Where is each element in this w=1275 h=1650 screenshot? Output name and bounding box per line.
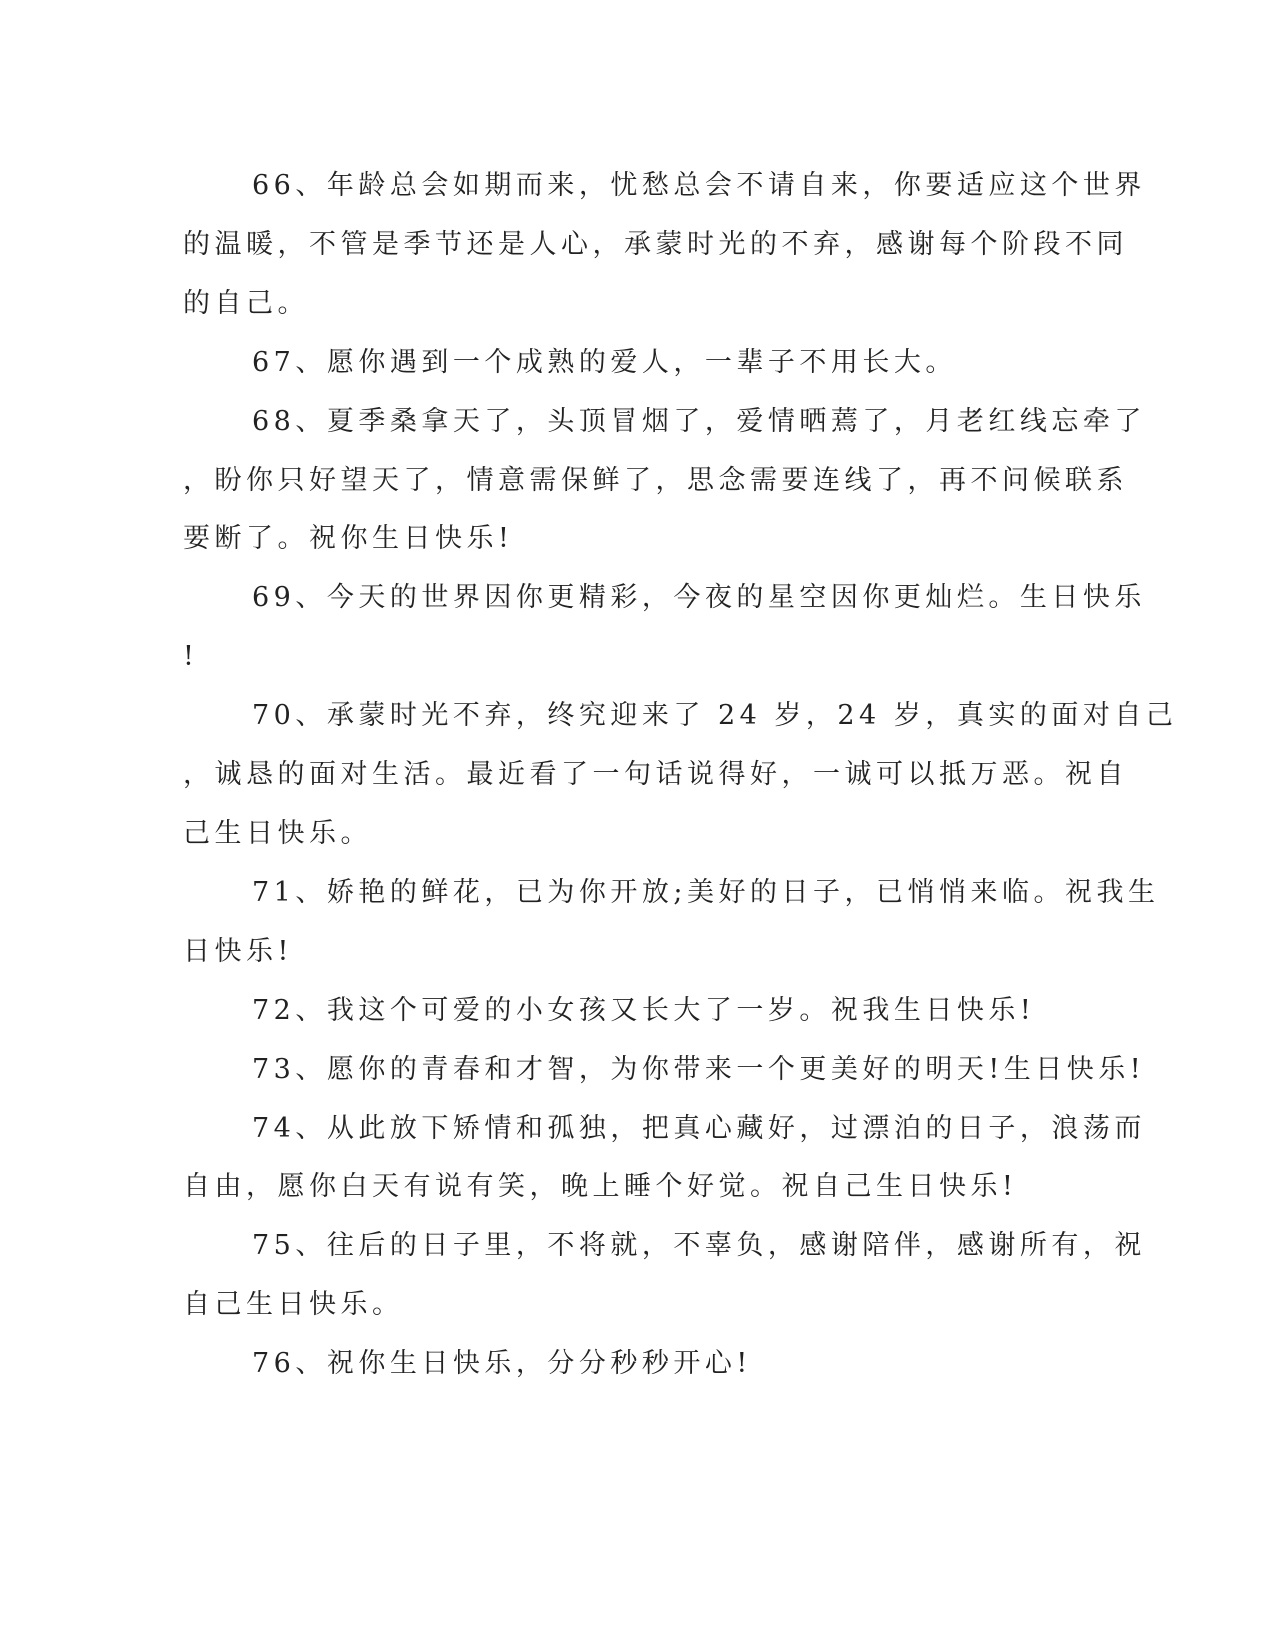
text-line: 66、年龄总会如期而来，忧愁总会不请自来，你要适应这个世界 xyxy=(252,170,1146,201)
text-line: 69、今天的世界因你更精彩，今夜的星空因你更灿烂。生日快乐 xyxy=(252,582,1146,614)
text-line: 71、娇艳的鲜花，已为你开放;美好的日子，已悄悄来临。祝我生 xyxy=(252,876,1160,908)
paragraph-75 xyxy=(183,1217,1146,1335)
paragraph-74 xyxy=(183,1100,1146,1218)
text-line: 己生日快乐。 xyxy=(183,817,372,849)
text-line: 76、祝你生日快乐，分分秒秒开心! xyxy=(252,1348,752,1380)
text-line: 的温暖，不管是季节还是人心，承蒙时光的不弃，感谢每个阶段不同 xyxy=(183,228,1128,260)
text-line: 75、往后的日子里，不将就，不辜负，感谢陪伴，感谢所有，祝 xyxy=(252,1230,1146,1262)
paragraph-67 xyxy=(183,334,1053,393)
paragraph-66 xyxy=(183,157,1146,334)
document-body xyxy=(183,157,1178,1394)
text-line: 70、承蒙时光不弃，终究迎来了 24 岁，24 岁，真实的面对自己 xyxy=(252,700,1178,732)
text-line: 68、夏季桑拿天了，头顶冒烟了，爱情晒蔫了，月老红线忘牵了 xyxy=(252,405,1146,437)
paragraph-73 xyxy=(183,1041,1146,1100)
paragraph-68 xyxy=(183,393,1146,570)
text-line: ，盼你只好望天了，情意需保鲜了，思念需要连线了，再不问候联系 xyxy=(183,464,1128,496)
text-line: 74、从此放下矫情和孤独，把真心藏好，过漂泊的日子，浪荡而 xyxy=(252,1112,1146,1144)
paragraph-69 xyxy=(183,569,1146,687)
text-line: 的自己。 xyxy=(183,287,309,319)
text-line: 73、愿你的青春和才智，为你带来一个更美好的明天!生日快乐! xyxy=(252,1053,1146,1085)
text-line: 要断了。祝你生日快乐! xyxy=(183,523,514,555)
text-line: 72、我这个可爱的小女孩又长大了一岁。祝我生日快乐! xyxy=(252,994,1036,1026)
paragraph-71 xyxy=(183,864,1160,982)
paragraph-76 xyxy=(183,1335,1053,1394)
text-line: 67、愿你遇到一个成熟的爱人，一辈子不用长大。 xyxy=(252,346,957,378)
text-line: ，诚恳的面对生活。最近看了一句话说得好，一诚可以抵万恶。祝自 xyxy=(183,759,1128,791)
text-line: ! xyxy=(183,641,199,673)
paragraph-72 xyxy=(183,982,1053,1041)
text-line: 自由，愿你白天有说有笑，晚上睡个好觉。祝自己生日快乐! xyxy=(183,1171,1018,1203)
text-line: 日快乐! xyxy=(183,935,293,967)
paragraph-70 xyxy=(183,687,1178,864)
text-line: 自己生日快乐。 xyxy=(183,1289,404,1321)
